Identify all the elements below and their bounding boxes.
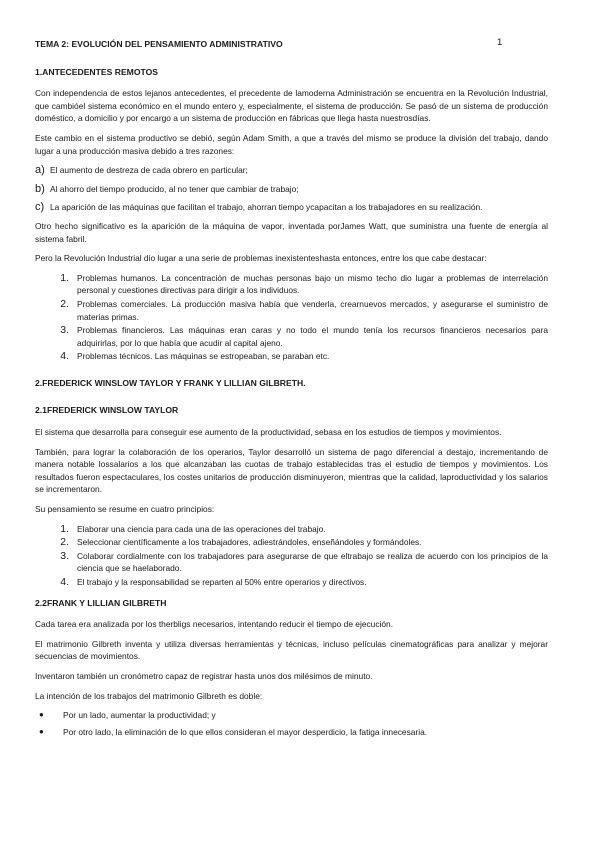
- list-item-reason-b: [35, 183, 548, 196]
- list-marker: a): [35, 164, 45, 177]
- paragraph: El sistema que desarrolla para conseguir ese aumento de la productividad, sebasa en los estudios de tiempos y movimientos.: [35, 427, 502, 438]
- list-item-text: Problemas humanos. La concentración de muchas personas bajo un mismo techo dio lugar a problemas de interrelación personal y cuestiones directivas para dirigir a los individuos.: [77, 272, 548, 296]
- list-item-text: Al ahorro del tiempo producido, al no tener que cambiar de trabajo;: [50, 183, 299, 194]
- list-item: [35, 726, 548, 739]
- principles-list: [35, 523, 548, 589]
- bullet-icon: ●: [39, 710, 44, 720]
- list-number: 1.: [60, 522, 69, 535]
- list-item-text: Elaborar una ciencia para cada una de las operaciones del trabajo.: [77, 523, 326, 534]
- section-heading-antecedentes: 1.ANTECEDENTES REMOTOS: [35, 66, 159, 77]
- paragraph: El matrimonio Gilbreth inventa y utiliza diversas herramientas y técnicas, incluso películas cinematográficas para analizar y mejorar secuencias de movimientos.: [35, 638, 548, 662]
- document-body: [35, 38, 548, 742]
- list-item: [35, 523, 548, 536]
- list-item-text: Colaborar cordialmente con los trabajadores para asegurarse de que eltrabajo se realiza de acuerdo con los principios de la ciencia que se haelaborado.: [77, 550, 548, 574]
- list-item: [35, 350, 548, 363]
- paragraph: Otro hecho significativo es la aparición de la máquina de vapor, inventada porJames Watt, que suministra una fuente de energía al sistema fabril.: [35, 220, 548, 244]
- list-item-text: Problemas comerciales. La producción masiva había que venderla, crearnuevos mercados, y asegurarse el suministro de materias primas.: [77, 298, 548, 322]
- list-marker: b): [35, 182, 45, 195]
- section-heading-taylor-gilbreth: 2.FREDERICK WINSLOW TAYLOR Y FRANK Y LILLIAN GILBRETH.: [35, 377, 306, 388]
- list-number: 4.: [60, 350, 69, 363]
- bullet-list: [35, 709, 548, 738]
- list-item: [35, 324, 548, 349]
- list-item: [35, 576, 548, 589]
- list-item-text: Problemas financieros. Las máquinas eran caras y no todo el mundo tenía los recursos financieros necesarios para adquirirlas, por lo que había que acudir al capital ajeno.: [77, 325, 548, 348]
- paragraph: Inventaron también un cronómetro capaz de registrar hasta unos dos milésimos de minuto.: [35, 670, 373, 681]
- list-item-reason-c: [35, 201, 548, 214]
- paragraph: Con independencia de estos lejanos antecedentes, el precedente de lamoderna Administración se encuentra en la Revolución Industrial, que cambióel sistema económico en el mundo entero y, especialmente, el sistema de producción. Se pasó de un sistema de producción doméstico, a domicilio y por encargo a un sistema de producción en fábricas que llega hasta nuestrosdías.: [35, 88, 548, 124]
- list-number: 4.: [60, 576, 69, 588]
- list-number: 2.: [60, 297, 69, 310]
- page-number: 1: [497, 37, 503, 48]
- list-item-text: El trabajo y la responsabilidad se reparten al 50% entre operarios y directivos.: [77, 577, 367, 587]
- paragraph: Cada tarea era analizada por los therbligs necesarios, intentando reducir el tiempo de ejecución.: [35, 619, 394, 630]
- list-item-text: Seleccionar científicamente a los trabajadores, adiestrándoles, enseñándoles y formándoles.: [77, 537, 422, 548]
- list-item-text: El aumento de destreza de cada obrero en particular;: [50, 165, 248, 176]
- list-item: [35, 709, 548, 722]
- list-item: [35, 550, 548, 575]
- list-number: 3.: [60, 549, 69, 562]
- list-item-reason-a: [35, 164, 548, 177]
- list-item: [35, 272, 548, 297]
- paragraph: Su pensamiento se resume en cuatro principios:: [35, 504, 215, 515]
- list-marker: c): [35, 201, 45, 214]
- paragraph: Pero la Revolución Industrial dio lugar a una serie de problemas inexistenteshasta entonces, entre los que cabe destacar:: [35, 253, 487, 264]
- subsection-heading-taylor: 2.1FREDERICK WINSLOW TAYLOR: [35, 405, 179, 416]
- paragraph: También, para lograr la colaboración de los operarios, Taylor desarrolló un sistema de pago diferencial a destajo, incrementando de manera notable lossalarios a los que alcanzaban las cuotas de trabajo establecidas tras el estudio de tiempos y movimientos. Los resultados fueron espectaculares, los costes unitarios de producción disminuyeron, mientras que la calidad, laproductividad y los salarios se incrementaron.: [35, 446, 548, 495]
- list-number: 3.: [60, 324, 69, 337]
- document-title: TEMA 2: EVOLUCIÓN DEL PENSAMIENTO ADMINISTRATIVO: [35, 39, 283, 49]
- list-number: 1.: [60, 271, 69, 284]
- subsection-heading-gilbreth: 2.2FRANK Y LILLIAN GILBRETH: [35, 597, 167, 608]
- problems-list: [35, 272, 548, 363]
- paragraph: Este cambio en el sistema productivo se debió, según Adam Smith, a que a través del mismo se produce la división del trabajo, dando lugar a una producción masiva debido a tres razones:: [35, 132, 548, 156]
- list-item-text: Por un lado, aumentar la productividad; y: [63, 710, 216, 721]
- bullet-icon: ●: [39, 726, 44, 736]
- list-item-text: La aparición de las máquinas que facilitan el trabajo, ahorran tiempo ycapacitan a los trabajadores en su realización.: [50, 202, 483, 213]
- list-number: 2.: [60, 536, 69, 549]
- list-item-text: Problemas técnicos. Las máquinas se estropeaban, se paraban etc.: [77, 351, 330, 362]
- list-item: [35, 298, 548, 323]
- paragraph: La intención de los trabajos del matrimonio Gilbreth es doble:: [35, 690, 263, 701]
- list-item: [35, 536, 548, 549]
- list-item-text: Por otro lado, la eliminación de lo que ellos consideran el mayor desperdicio, la fatiga innecesaria.: [63, 726, 428, 737]
